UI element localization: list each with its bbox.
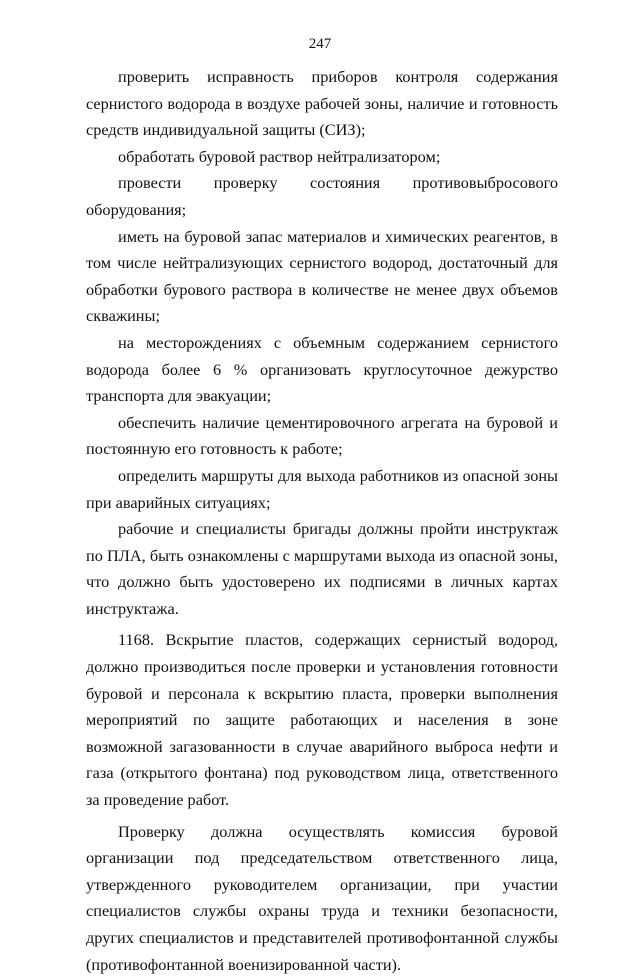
paragraph-treat-mud: обработать буровой раствор нейтрализатором; bbox=[118, 146, 441, 166]
document-body bbox=[86, 64, 558, 978]
paragraph-reagent-stock: иметь на буровой запас материалов и химических реагентов, в том числе нейтрализующих сернистого водород, достаточный для обработки бурового раствора в количестве не менее двух объемов скважины; bbox=[86, 226, 558, 326]
paragraph-commission: Проверку должна осуществлять комиссия буровой организации под председательством ответственного лица, утвержденного руководителем организации, при участии специалистов службы охраны труда и техники безопасности, других специалистов и представителей противофонтанной службы (противофонтанной военизированной части). bbox=[86, 821, 558, 974]
paragraph-clause-1168: 1168. Вскрытие пластов, содержащих сернистый водород, должно производиться после проверки и установления готовности буровой и персонала к вскрытию пласта, проверки выполнения мероприятий по защите работающих и населения в зоне возможной загазованности в случае аварийного выброса нефти и газа (открытого фонтана) под руководством лица, ответственного за проведение работ. bbox=[86, 630, 558, 810]
paragraph-briefing: рабочие и специалисты бригады должны пройти инструктаж по ПЛА, быть ознакомлены с маршрутами выхода из опасной зоны, что должно быть удостоверено их подписями в личных картах инструктажа. bbox=[86, 519, 558, 618]
page-number: 247 bbox=[308, 36, 332, 52]
paragraph-check-bop: провести проверку состояния противовыбросового оборудования; bbox=[86, 173, 558, 219]
paragraph-exit-routes: определить маршруты для выхода работников из опасной зоны при аварийных ситуациях; bbox=[86, 465, 558, 512]
paragraph-evacuation-transport: на месторождениях с объемным содержанием сернистого водорода более 6 % организовать круглосуточное дежурство транспорта для эвакуации; bbox=[86, 332, 558, 406]
paragraph-check-devices: проверить исправность приборов контроля содержания сернистого водорода в воздухе рабочей зоны, наличие и готовность средств индивидуальной защиты (СИЗ); bbox=[86, 67, 558, 140]
paragraph-cementing-unit: обеспечить наличие цементировочного агрегата на буровой и постоянную его готовность к работе; bbox=[86, 412, 558, 459]
